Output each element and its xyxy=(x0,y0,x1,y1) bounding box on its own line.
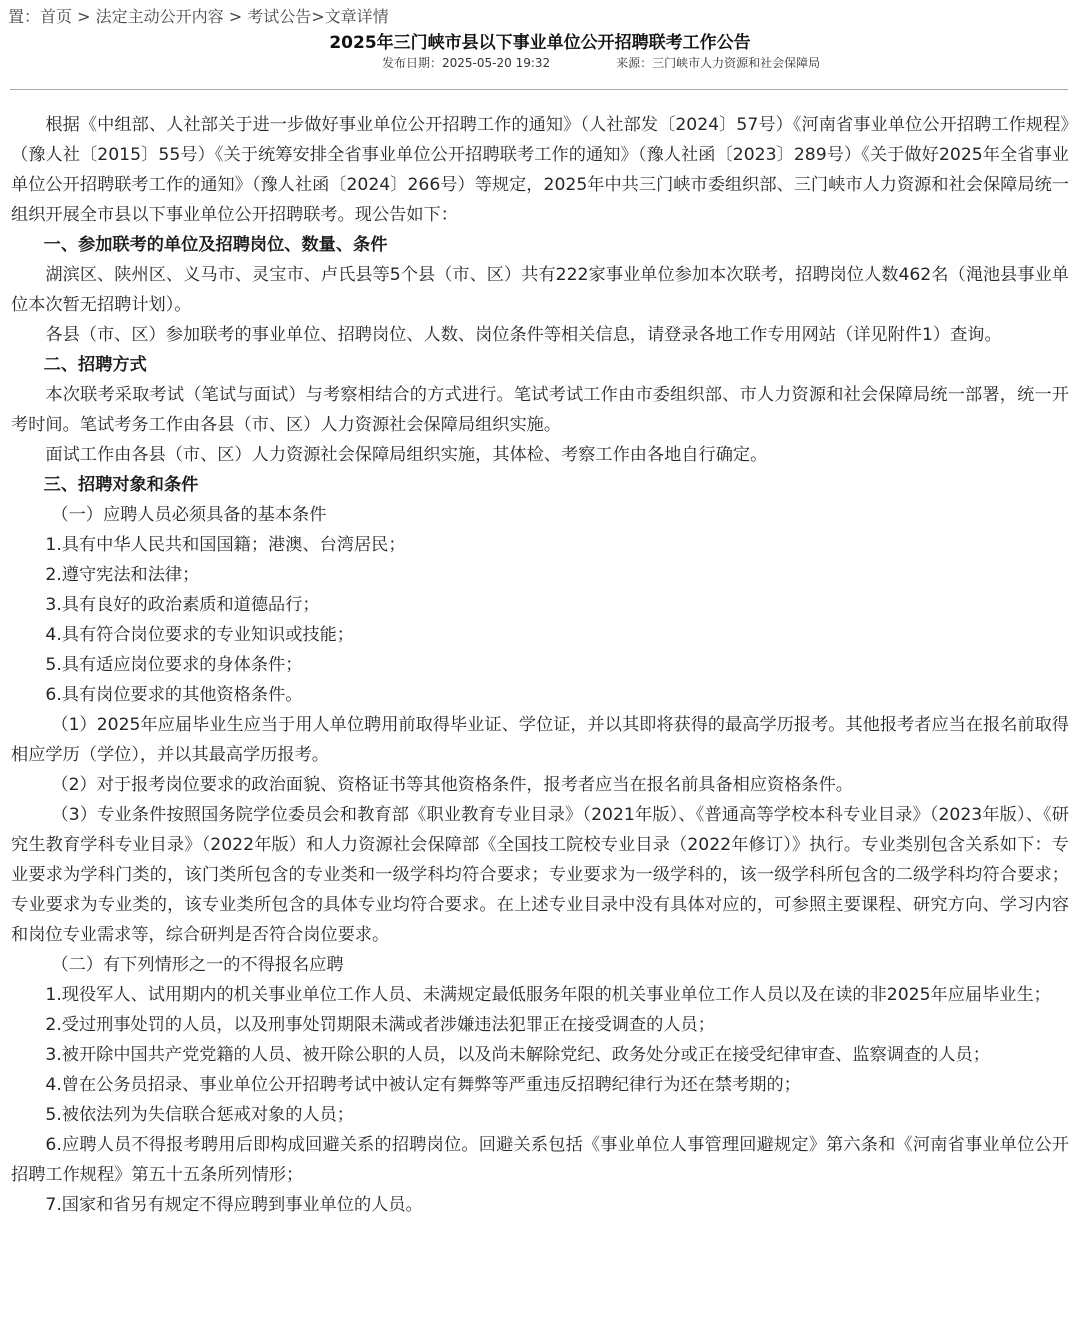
breadcrumb-public-content-link[interactable]: 法定主动公开内容 xyxy=(95,7,224,26)
subsection-heading: （二）有下列情形之一的不得报名应聘 xyxy=(51,955,344,975)
publish-date: 2025-05-20 19:32 xyxy=(442,56,551,70)
list-item: 5.具有适应岗位要求的身体条件； xyxy=(45,655,303,675)
breadcrumb-separator: > xyxy=(72,7,96,26)
paragraph: （1）2025年应届毕业生应当于用人单位聘用前取得毕业证、学位证，并以其即将获得的最高学历报考。其他报考者应当在报名前取得相应学历（学位），并以其最高学历报考。 xyxy=(11,715,1069,765)
source-value: 三门峡市人力资源和社会保障局 xyxy=(652,56,821,70)
section-heading-3: 三、招聘对象和条件 xyxy=(43,475,199,495)
subsection-heading: （一）应聘人员必须具备的基本条件 xyxy=(51,505,327,525)
breadcrumb-exam-notice-link[interactable]: 考试公告 xyxy=(247,7,312,26)
breadcrumb xyxy=(8,4,389,27)
paragraph: 本次联考采取考试（笔试与面试）与考察相结合的方式进行。笔试考试工作由市委组织部、市人力资源和社会保障局统一部署，统一开考时间。笔试考务工作由各县（市、区）人力资源社会保障局组织实施。 xyxy=(11,385,1069,435)
publish-date-label: 发布日期： xyxy=(382,56,443,70)
list-item: 1.具有中华人民共和国国籍；港澳、台湾居民； xyxy=(45,535,406,555)
section-heading-2: 二、招聘方式 xyxy=(43,355,147,375)
list-item: 1.现役军人、试用期内的机关事业单位工作人员、未满规定最低服务年限的机关事业单位工作人员以及在读的非2025年应届毕业生； xyxy=(45,985,1051,1005)
paragraph: 各县（市、区）参加联考的事业单位、招聘岗位、人数、岗位条件等相关信息，请登录各地工作专用网站（详见附件1）查询。 xyxy=(45,325,1002,345)
paragraph: 面试工作由各县（市、区）人力资源社会保障局组织实施，其体检、考察工作由各地自行确定。 xyxy=(45,445,768,465)
breadcrumb-separator: > xyxy=(311,7,325,26)
list-item: 6.应聘人员不得报考聘用后即构成回避关系的招聘岗位。回避关系包括《事业单位人事管理回避规定》第六条和《河南省事业单位公开招聘工作规程》第五十五条所列情形； xyxy=(11,1135,1069,1185)
paragraph: （3）专业条件按照国务院学位委员会和教育部《职业教育专业目录》（2021年版）、《普通高等学校本科专业目录》（2023年版）、《研究生教育学科专业目录》（2022年版）和人力资源社会保障部《全国技工院校专业目录（2022年修订）》执行。专业类别包含关系如下：专业要求为学科门类的，该门类所包含的专业类和一级学科均符合要求；专业要求为一级学科的，该一级学科所包含的二级学科均符合要求；专业要求为专业类的，该专业类所包含的具体专业均符合要求。在上述专业目录中没有具体对应的，可参照主要课程、研究方向、学习内容和岗位专业需求等，综合研判是否符合岗位要求。 xyxy=(11,805,1069,945)
breadcrumb-home-link[interactable]: 首页 xyxy=(40,7,73,26)
breadcrumb-separator: > xyxy=(223,7,248,26)
list-item: 2.受过刑事处罚的人员，以及刑事处罚期限未满或者涉嫌违法犯罪正在接受调查的人员； xyxy=(45,1015,715,1035)
paragraph: 湖滨区、陕州区、义马市、灵宝市、卢氏县等5个县（市、区）共有222家事业单位参加本次联考，招聘岗位人数462名（渑池县事业单位本次暂无招聘计划）。 xyxy=(11,265,1069,315)
paragraph-intro: 根据《中组部、人社部关于进一步做好事业单位公开招聘工作的通知》（人社部发〔2024〕57号）《河南省事业单位公开招聘工作规程》（豫人社〔2015〕55号）《关于统筹安排全省事业单位公开招聘联考工作的通知》（豫人社函〔2023〕289号）《关于做好2025年全省事业单位公开招聘联考工作的通知》（豫人社函〔2024〕266号）等规定，2025年中共三门峡市委组织部、三门峡市人力资源和社会保障局统一组织开展全市县以下事业单位公开招聘联考。现公告如下： xyxy=(11,115,1069,225)
title-divider xyxy=(10,89,1068,90)
article-meta xyxy=(382,54,820,71)
list-item: 3.被开除中国共产党党籍的人员、被开除公职的人员，以及尚未解除党纪、政务处分或正在接受纪律审查、监察调查的人员； xyxy=(45,1045,990,1065)
breadcrumb-article-detail-link[interactable]: 文章详情 xyxy=(324,7,389,26)
list-item: 7.国家和省另有规定不得应聘到事业单位的人员。 xyxy=(45,1195,423,1215)
list-item: 5.被依法列为失信联合惩戒对象的人员； xyxy=(45,1105,354,1125)
breadcrumb-prefix: 置： xyxy=(8,7,41,26)
section-heading-1: 一、参加联考的单位及招聘岗位、数量、条件 xyxy=(43,235,388,255)
article-body xyxy=(11,110,1069,1220)
source-label: 来源： xyxy=(616,56,653,70)
list-item: 3.具有良好的政治素质和道德品行； xyxy=(45,595,320,615)
paragraph: （2）对于报考岗位要求的政治面貌、资格证书等其他资格条件，报考者应当在报名前具备相应资格条件。 xyxy=(51,775,853,795)
list-item: 4.具有符合岗位要求的专业知识或技能； xyxy=(45,625,354,645)
list-item: 6.具有岗位要求的其他资格条件。 xyxy=(45,685,303,705)
list-item: 4.曾在公务员招录、事业单位公开招聘考试中被认定有舞弊等严重违反招聘纪律行为还在禁考期的； xyxy=(45,1075,801,1095)
page-title: 2025年三门峡市县以下事业单位公开招聘联考工作公告 xyxy=(329,33,751,54)
list-item: 2.遵守宪法和法律； xyxy=(45,565,200,585)
